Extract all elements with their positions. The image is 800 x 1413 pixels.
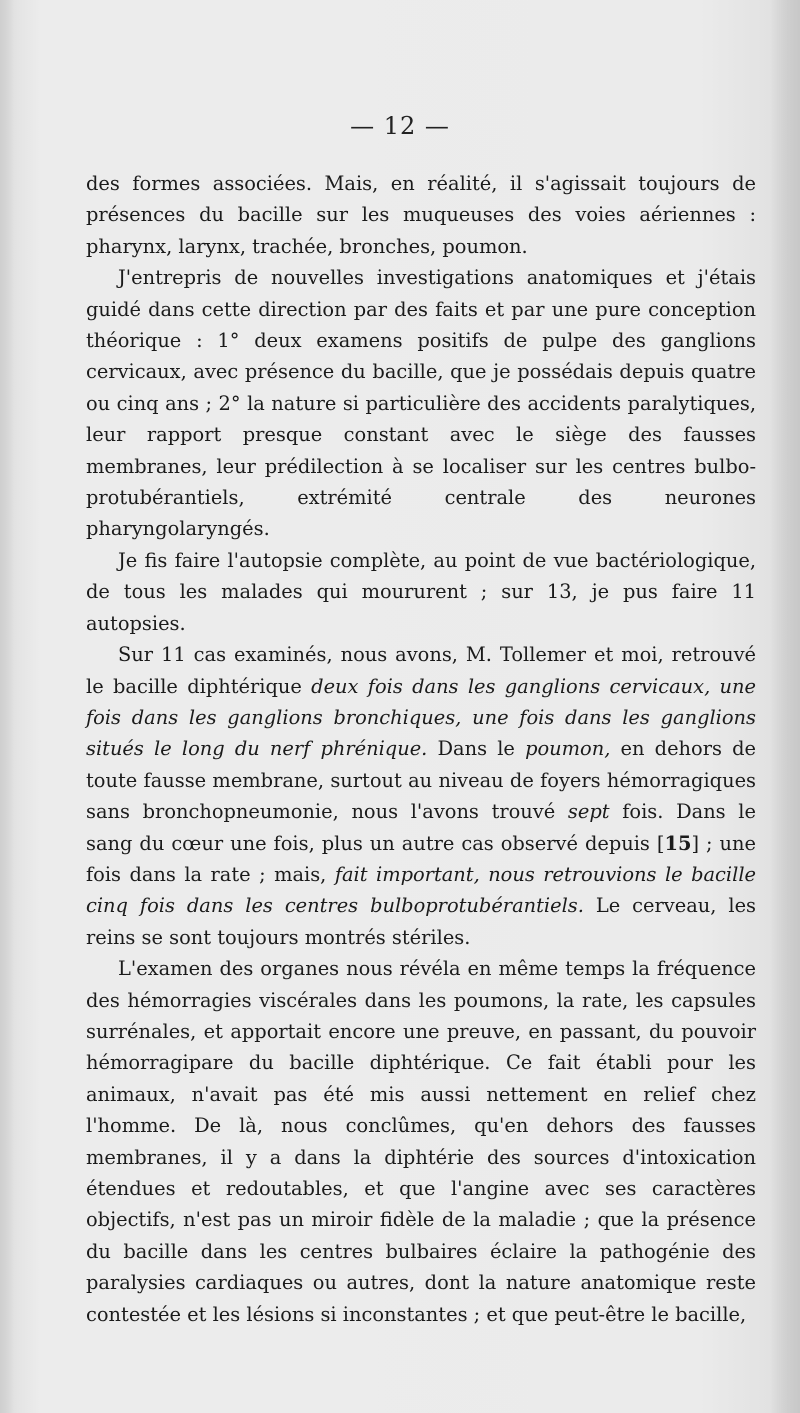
paragraph-2: J'entrepris de nouvelles investigations anatomiques et j'étais guidé dans cette direction par des faits et par une pure conception théorique : 1° deux examens positifs de pulpe des ganglions cervicaux, avec présence du bacille, que je possédais depuis quatre ou cinq ans ; 2° la nature si particulière des accidents paralytiques, leur rapport presque constant avec le siège des fausses membranes, leur prédilection à se localiser sur les centres bulbo-protubérantiels, extrémité centrale des neurones pharyngolaryngés. (86, 266, 756, 541)
paragraph-5: L'examen des organes nous révéla en même temps la fréquence des hémorragies viscérales dans les poumons, la rate, les capsules surrénales, et apportait encore une preuve, en passant, du pouvoir hémorragipare du bacille diphtérique. Ce fait établi pour les animaux, n'avait pas été mis aussi nettement en relief chez l'homme. De là, nous conclûmes, qu'en dehors des fausses membranes, il y a dans la diphtérie des sources d'intoxication étendues et redoutables, et que l'angine avec ses caractères objectifs, n'est pas un miroir fidèle de la maladie ; que la présence du bacille dans les centres bulbaires éclaire la pathogénie des paralysies cardiaques ou autres, dont la nature anatomique reste contestée et les lésions si inconstantes ; et que peut-être le bacille, (86, 957, 756, 1326)
paragraph-4-text-2: Dans le (427, 737, 526, 761)
paragraph-1: des formes associées. Mais, en réalité, il s'agissait toujours de présences du bacille sur les muqueuses des voies aériennes : pharynx, larynx, trachée, bronches, poumon. (86, 172, 756, 258)
page-edge-shadow-left (0, 0, 14, 1413)
paragraph-4-italic-3: sept (567, 800, 610, 824)
paragraph-4-italic-4: fait important, nous retrouvions le bacille cinq fois dans les centres bulboprotubérantiels. (86, 862, 756, 918)
paragraph-4-text-1: Sur 11 cas examinés, nous avons, M. Tollemer et moi, retrouvé le bacille diphtérique (86, 643, 756, 698)
reference-number: 15 (664, 831, 692, 855)
paragraph-4-text-3: en dehors de toute fausse membrane, surtout au niveau de foyers hémorragiques sans bronchopneumonie, nous l'avons trouvé (86, 737, 756, 824)
paragraph-4-text-4: fois. Dans le sang du cœur une fois, plus un autre cas observé depuis [ (86, 800, 756, 855)
paragraph-4-text-5: ] ; une fois dans la rate ; mais, (86, 831, 756, 886)
page-edge-shadow-right (770, 0, 800, 1413)
paragraph-3: Je fis faire l'autopsie complète, au point de vue bactériologique, de tous les malades qui moururent ; sur 13, je pus faire 11 autopsies. (86, 548, 756, 635)
paragraph-4-italic-1: deux fois dans les ganglions cervicaux, une fois dans les ganglions bronchiques, une fois dans les ganglions situés le long du nerf phrénique. (86, 674, 756, 761)
body-text (86, 168, 756, 1330)
page-number: — 12 — (350, 112, 450, 140)
paragraph-4-text-6: Le cerveau, les reins se sont toujours montrés stériles. (86, 894, 756, 949)
paragraph-4 (86, 639, 756, 953)
paragraph-4-italic-2: poumon, (525, 737, 611, 761)
